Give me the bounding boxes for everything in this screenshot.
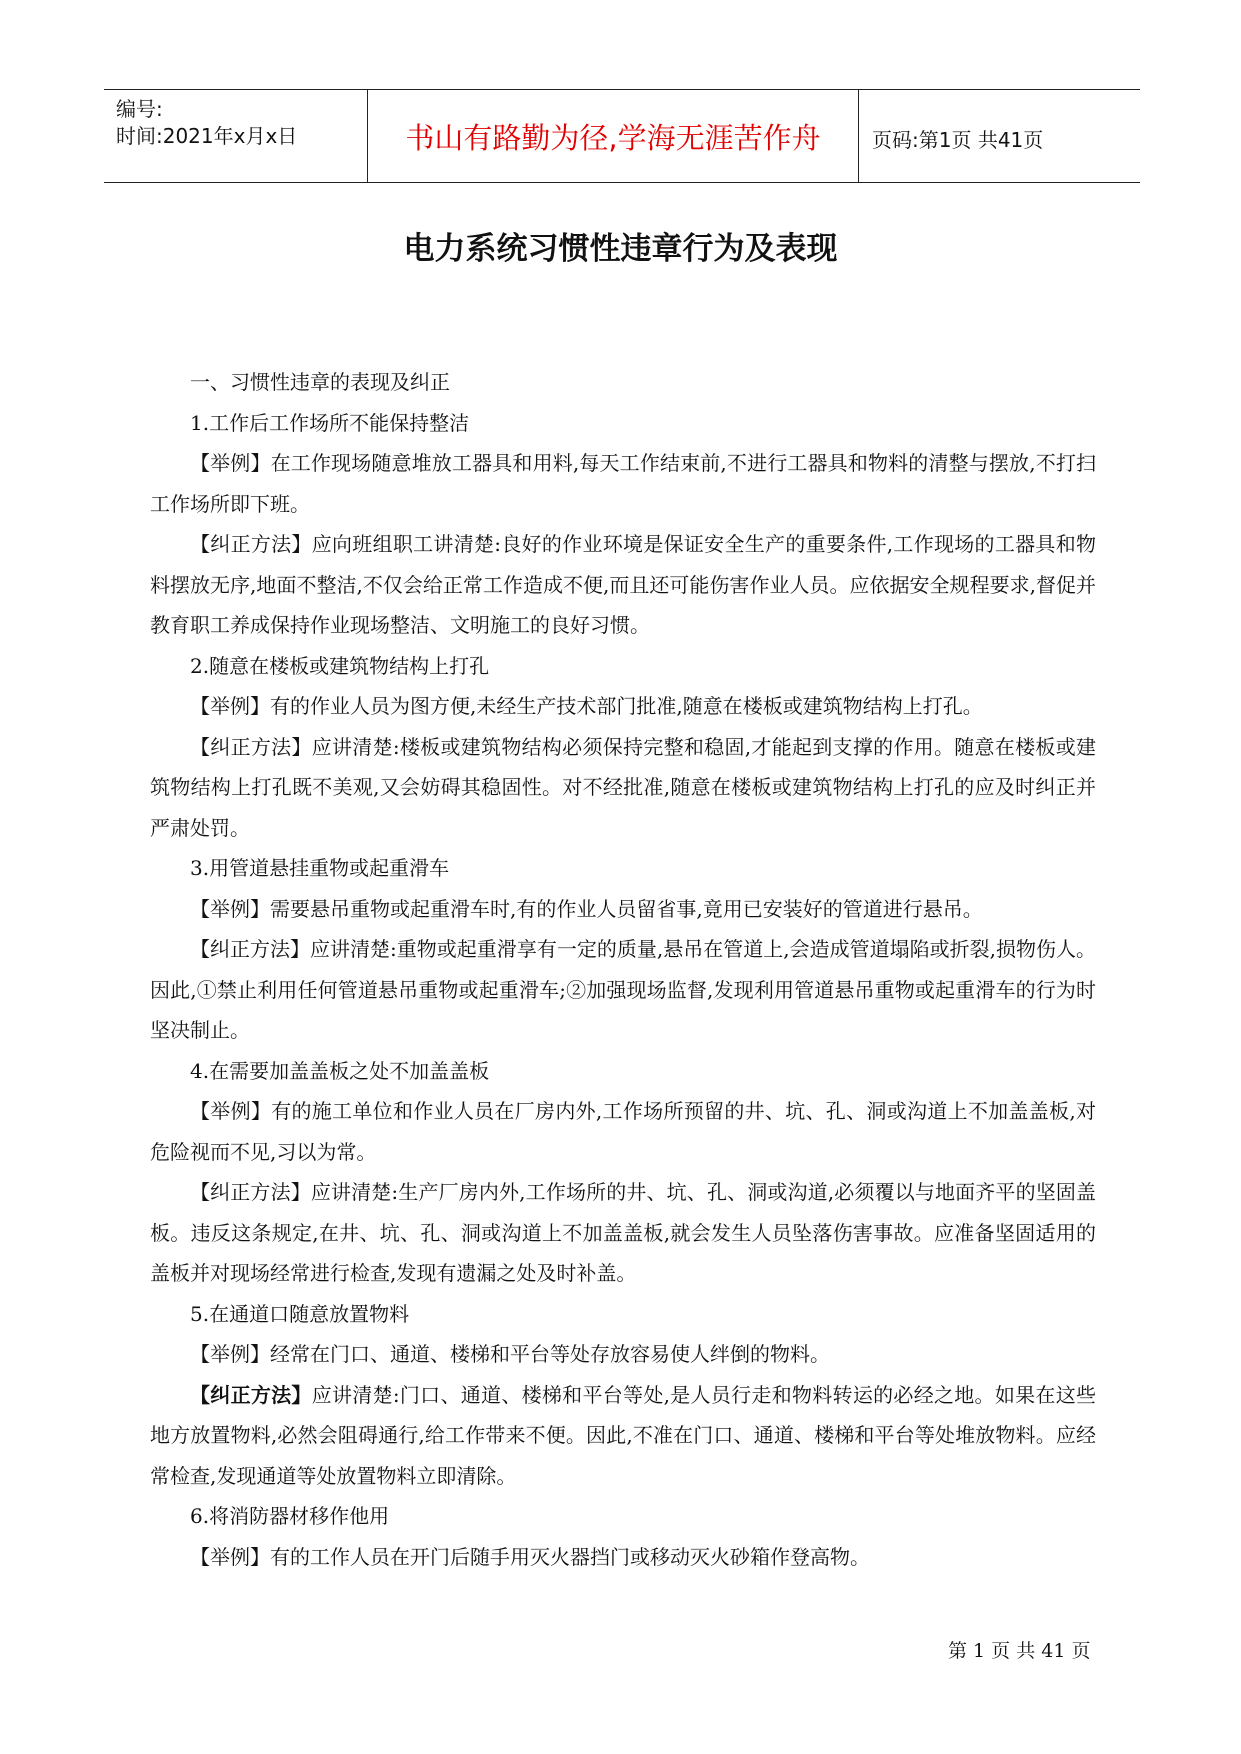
document-title: 电力系统习惯性违章行为及表现 (403, 231, 838, 267)
example-text: 有的工作人员在开门后随手用灭火器挡门或移动灭火砂箱作登高物。 (270, 1544, 870, 1569)
example-paragraph-3 (150, 889, 1096, 930)
example-paragraph-1 (150, 443, 1096, 524)
item-heading-3: 3.用管道悬挂重物或起重滑车 (190, 856, 450, 880)
item-heading-2: 2.随意在楼板或建筑物结构上打孔 (190, 653, 490, 678)
method-paragraph-5 (150, 1375, 1096, 1497)
method-tag: 【纠正方法】 (190, 734, 312, 759)
method-tag: 【纠正方法】 (190, 937, 311, 961)
example-text: 在工作现场随意堆放工器具和用料,每天工作结束前,不进行工器具和物料的清整与摆放,不打扫工作场所即下班。 (150, 451, 1097, 516)
example-tag: 【举例】 (190, 1342, 270, 1366)
method-paragraph-3 (150, 929, 1096, 1051)
header-time-label: 时间:2021年x月x日 (116, 124, 298, 148)
header-page-label: 页码:第1页 共41页 (872, 128, 1044, 152)
method-text: 应讲清楚:重物或起重滑享有一定的质量,悬吊在管道上,会造成管道塌陷或折裂,损物伤人。因此,①禁止利用任何管道悬吊重物或起重滑车;②加强现场监督,发现利用管道悬吊重物或起重滑车的行为时坚决制止。 (150, 937, 1097, 1042)
method-paragraph-4 (150, 1172, 1096, 1294)
method-text: 应向班组职工讲清楚:良好的作业环境是保证安全生产的重要条件,工作现场的工器具和物料摆放无序,地面不整洁,不仅会给正常工作造成不便,而且还可能伤害作业人员。应依据安全规程要求,督促并教育职工养成保持作业现场整洁、文明施工的良好习惯。 (150, 532, 1096, 637)
item-heading-1: 1.工作后工作场所不能保持整洁 (190, 410, 470, 435)
method-paragraph-1 (150, 524, 1096, 646)
header-motto: 书山有路勤为径,学海无涯苦作舟 (405, 121, 821, 155)
example-tag: 【举例】 (190, 694, 270, 718)
method-tag: 【纠正方法】 (190, 1180, 311, 1204)
example-paragraph-5 (150, 1334, 1096, 1375)
example-paragraph-4 (150, 1091, 1096, 1172)
example-text: 经常在门口、通道、楼梯和平台等处存放容易使人绊倒的物料。 (270, 1342, 830, 1366)
method-paragraph-2 (150, 727, 1096, 849)
example-text: 需要悬吊重物或起重滑车时,有的作业人员留省事,竟用已安装好的管道进行悬吊。 (270, 896, 983, 921)
example-tag: 【举例】 (190, 1099, 272, 1123)
method-tag: 【纠正方法】 (190, 1382, 312, 1407)
document-body (150, 362, 1096, 1577)
example-paragraph-2 (150, 686, 1096, 727)
item-heading-4: 4.在需要加盖盖板之处不加盖盖板 (190, 1058, 490, 1083)
method-tag: 【纠正方法】 (190, 532, 312, 556)
header-divider-right (858, 89, 859, 182)
item-heading-5: 5.在通道口随意放置物料 (190, 1301, 410, 1326)
example-tag: 【举例】 (190, 896, 270, 921)
example-text: 有的作业人员为图方便,未经生产技术部门批准,随意在楼板或建筑物结构上打孔。 (270, 694, 983, 718)
item-heading-6: 6.将消防器材移作他用 (190, 1504, 390, 1528)
header-top-rule (104, 89, 1140, 90)
section-heading: 一、习惯性违章的表现及纠正 (190, 370, 450, 394)
header-bottom-rule (104, 182, 1140, 183)
header-code-label: 编号: (116, 97, 163, 121)
example-paragraph-6 (150, 1537, 1096, 1578)
example-tag: 【举例】 (190, 1544, 270, 1569)
method-text: 应讲清楚:门口、通道、楼梯和平台等处,是人员行走和物料转运的必经之地。如果在这些地方放置物料,必然会阻碍通行,给工作带来不便。因此,不准在门口、通道、楼梯和平台等处堆放物料。应经常检查,发现通道等处放置物料立即清除。 (150, 1382, 1096, 1488)
page-footer: 第 1 页 共 41 页 (948, 1640, 1091, 1662)
example-tag: 【举例】 (190, 451, 271, 475)
method-text: 应讲清楚:生产厂房内外,工作场所的井、坑、孔、洞或沟道,必须覆以与地面齐平的坚固盖板。违反这条规定,在井、坑、孔、洞或沟道上不加盖盖板,就会发生人员坠落伤害事故。应准备坚固适用的盖板并对现场经常进行检查,发现有遗漏之处及时补盖。 (150, 1180, 1097, 1285)
example-text: 有的施工单位和作业人员在厂房内外,工作场所预留的井、坑、孔、洞或沟道上不加盖盖板,对危险视而不见,习以为常。 (150, 1099, 1097, 1164)
method-text: 应讲清楚:楼板或建筑物结构必须保持完整和稳固,才能起到支撑的作用。随意在楼板或建筑物结构上打孔既不美观,又会妨碍其稳固性。对不经批准,随意在楼板或建筑物结构上打孔的应及时纠正并严肃处罚。 (150, 734, 1096, 840)
